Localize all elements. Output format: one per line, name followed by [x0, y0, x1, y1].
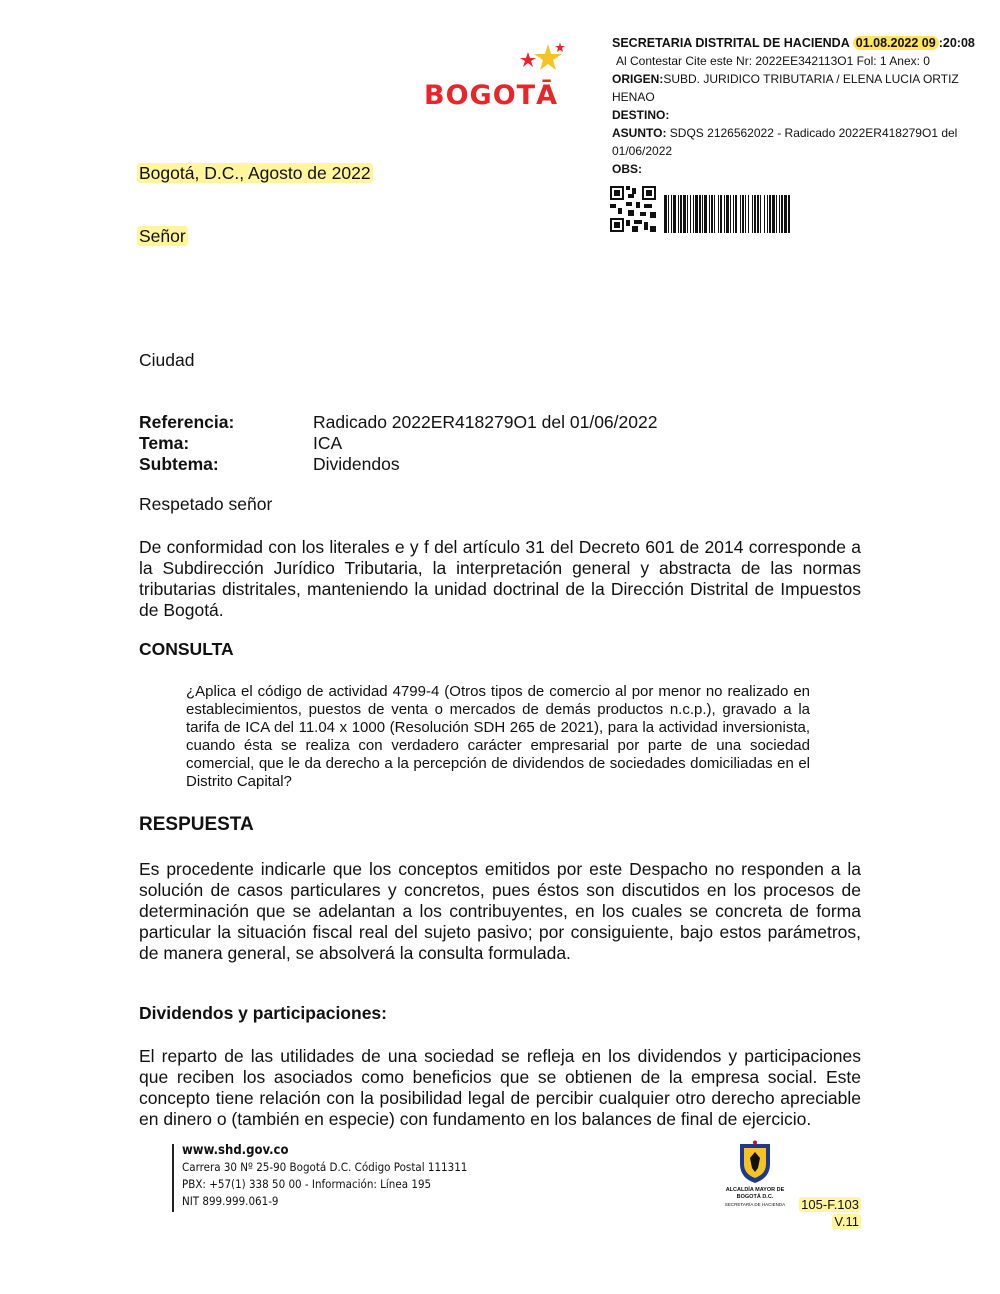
stamp-header	[612, 34, 982, 52]
stamp-entity: SECRETARIA DISTRITAL DE HACIENDA	[612, 36, 850, 50]
stamp-date: 01.08.2022 09	[853, 36, 939, 50]
respuesta-heading: RESPUESTA	[139, 814, 254, 835]
alcaldia-crest	[722, 1140, 788, 1212]
coat-of-arms-icon	[738, 1140, 772, 1184]
reference-row: Referencia: Radicado 2022ER418279O1 del 01/06/2022	[139, 412, 658, 432]
form-code-number: 105-F.103	[801, 1197, 859, 1212]
consulta-question: ¿Aplica el código de actividad 4799-4 (Otros tipos de comercio al por menor no realizado en establecimientos, puestos de venta o mercados de demás productos n.c.p.), gravado a la tarifa de ICA del 11.04 x 1000 (Resolución SDH 265 de 2021), para la actividad inversionista, cuando ésta se realiza con verdadero carácter empresarial por parte de una sociedad comercial, que le da derecho a la percepción de dividendos de sociedades domiciliadas en el Distrito Capital?	[186, 683, 810, 790]
dividendos-heading: Dividendos y participaciones:	[139, 1003, 387, 1023]
form-code-version: V.11	[834, 1214, 859, 1229]
logo-wordmark: BOGOTĀ	[424, 80, 558, 111]
stamp-origen: ORIGEN:SUBD. JURIDICO TRIBUTARIA / ELENA LUCIA ORTIZ HENAO	[612, 72, 959, 104]
barcode-icon	[664, 195, 900, 233]
crest-subcaption: SECRETARÍA DE HACIENDA	[724, 1202, 786, 1207]
intro-paragraph: De conformidad con los literales e y f del artículo 31 del Decreto 601 de 2014 corresponde a la Subdirección Jurídico Tributaria, la interpretación general y abstracta de las normas tributarias distritales, manteniendo la unidad doctrinal de la Dirección Distrital de Impuestos de Bogotá.	[139, 537, 861, 620]
crest-caption: ALCALDÍA MAYOR DE BOGOTÁ D.C.	[725, 1187, 785, 1200]
addressee: Señor	[139, 226, 186, 246]
footer-address: Carrera 30 Nº 25-90 Bogotá D.C. Código Postal 111311	[182, 1160, 468, 1174]
letter-date: Bogotá, D.C., Agosto de 2022	[139, 163, 371, 183]
respuesta-paragraph: Es procedente indicarle que los conceptos emitidos por este Despacho no responden a la solución de casos particulares y concretos, pues éstos son discutidos en los procesos de determinación que se adelantan a los contribuyentes, en los cuales se concreta de forma particular la situación fiscal real del sujeto pasivo; por consiguiente, bajo estos parámetros, de manera general, se absolverá la consulta formulada.	[139, 859, 861, 963]
stamp-time: :20:08	[938, 36, 975, 50]
form-code	[799, 1196, 861, 1230]
stamp-asunto: ASUNTO: SDQS 2126562022 - Radicado 2022ER418279O1 del 01/06/2022	[612, 126, 958, 158]
stamp-cite-line: Al Contestar Cite este Nr: 2022EE342113O1 Fol: 1 Anex: 0	[616, 54, 930, 68]
reference-row: Tema: ICA	[139, 433, 343, 453]
footer-contact	[182, 1142, 467, 1210]
stamp-destino: DESTINO:	[612, 108, 670, 122]
filing-stamp	[612, 34, 982, 178]
footer-phone: PBX: +57(1) 338 50 00 - Información: Línea 195	[182, 1177, 432, 1191]
footer-divider	[172, 1144, 174, 1212]
reference-block	[139, 412, 657, 475]
qr-code-icon	[610, 186, 656, 232]
consulta-heading: CONSULTA	[139, 639, 234, 659]
reference-row: Subtema: Dividendos	[139, 454, 400, 474]
city: Ciudad	[139, 350, 195, 370]
footer-website[interactable]: www.shd.gov.co	[182, 1143, 289, 1158]
greeting: Respetado señor	[139, 494, 273, 514]
dividendos-paragraph: El reparto de las utilidades de una sociedad se refleja en los dividendos y participaciones que reciben los asociados como beneficios que se obtienen de la empresa social. Este concepto tiene relación con la posibilidad legal de percibir cualquier otro derecho apreciable en dinero o (también en especie) con fundamento en los balances de final de ejercicio.	[139, 1046, 861, 1129]
footer-nit: NIT 899.999.061-9	[182, 1194, 279, 1208]
bogota-logo	[420, 42, 570, 122]
stamp-obs: OBS:	[612, 162, 642, 176]
